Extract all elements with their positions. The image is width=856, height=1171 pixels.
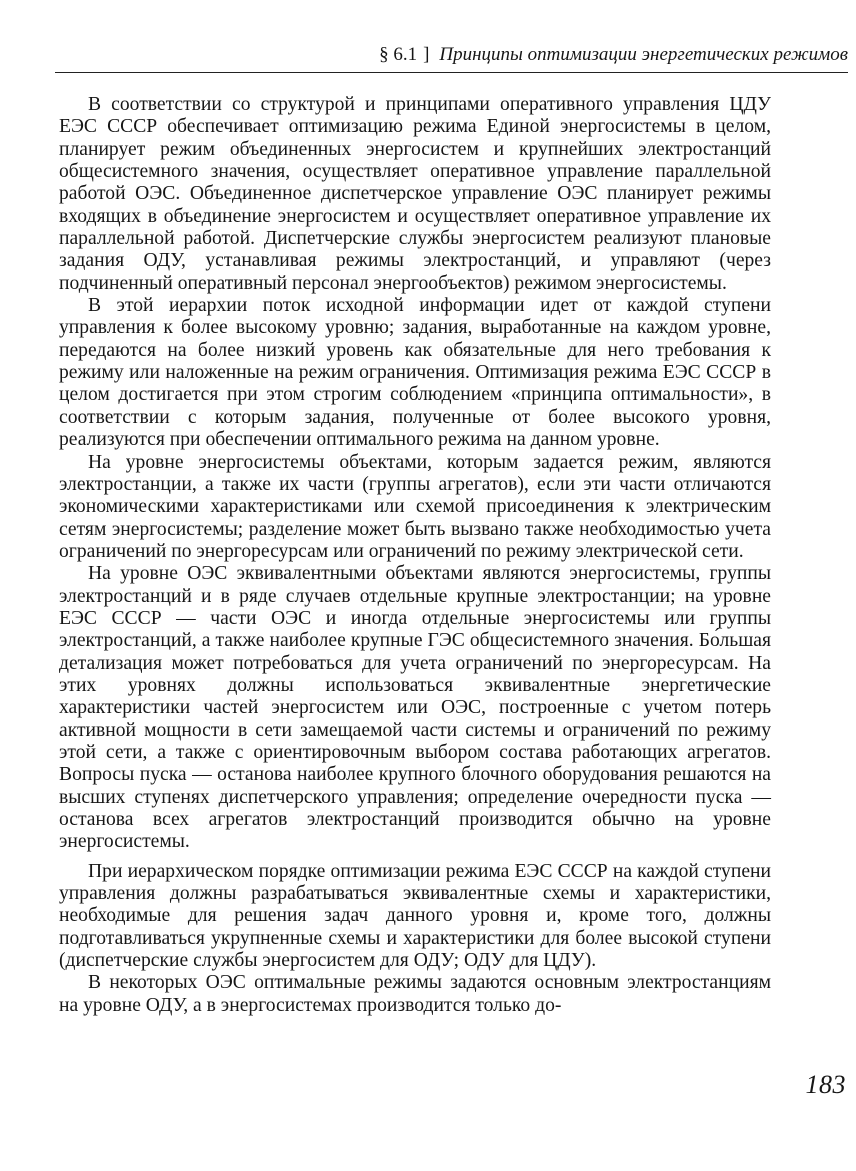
paragraph: В некоторых ОЭС оптимальные режимы задаются основным электростанциям на уровне ОДУ, а в энергосистемах производится только до-	[59, 972, 771, 1016]
page-number: 183	[805, 1070, 846, 1099]
paragraph: При иерархическом порядке оптимизации режима ЕЭС СССР на каждой ступени управления должны разрабатываться эквивалентные схемы и характеристики, необходимые для решения задач данного уровня и, кроме того, должны подготавливаться укрупненные схемы и характеристики для более высокой ступени (диспетчерские службы энергосистем для ОДУ; ОДУ для ЦДУ).	[59, 860, 771, 972]
paragraph: В этой иерархии поток исходной информации идет от каждой ступени управления к более высокому уровню; задания, выработанные на каждом уровне, передаются на более низкий уровень как обязательные для него требования к режиму или наложенные на режим ограничения. Оптимизация режима ЕЭС СССР в целом достигается при этом строгим соблюдением «принципа оптимальности», в соответствии с которым задания, полученные от более высокого уровня, реализуются при обеспечении оптимального режима на данном уровне.	[59, 295, 771, 451]
paragraph: На уровне энергосистемы объектами, которым задается режим, являются электростанции, а также их части (группы агрегатов), если эти части отличаются экономическими характеристиками или схемой присоединения к электрическим сетям энергосистемы; разделение может быть вызвано также необходимостью учета ограничений по энергоресурсам или ограничений по режиму электрической сети.	[59, 451, 771, 562]
paragraph: В соответствии со структурой и принципами оперативного управления ЦДУ ЕЭС СССР обеспечивает оптимизацию режима Единой энергосистемы в целом, планирует режим объединенных энергосистем и крупнейших электростанций общесистемного значения, осуществляет оперативное управление параллельной работой ОЭС. Объединенное диспетчерское управление ОЭС планирует режимы входящих в объединение энергосистем и осуществляет оперативное управление их параллельной работой. Диспетчерские службы энергосистем реализуют плановые задания ОДУ, устанавливая режимы электростанций, и управляют (через подчиненный оперативный персонал энергообъектов) режимом энергосистемы.	[59, 94, 771, 294]
chapter-title: Принципы оптимизации энергетических режимов	[439, 44, 848, 65]
paragraph: На уровне ОЭС эквивалентными объектами являются энергосистемы, группы электростанций и в ряде случаев отдельные крупные электростанции; на уровне ЕЭС СССР — части ОЭС и иногда отдельные энергосистемы или группы электростанций, а также наиболее крупные ГЭС общесистемного значения. Бо́льшая детализация может потребоваться для учета ограничений по энергоресурсам. На этих уровнях должны использоваться эквивалентные энергетические характеристики частей энергосистем или ОЭС, построенные с учетом потерь активной мощности в сети замещаемой части системы и ограничений по режиму этой сети, а также с ориентировочным выбором состава работающих агрегатов. Вопросы пуска — останова наиболее крупного блочного оборудования решаются на высших ступенях диспетчерского управления; определение очередности пуска — останова всех агрегатов электростанций производится обычно на уровне энергосистемы.	[59, 563, 771, 853]
body-text	[59, 94, 771, 1017]
header-bracket: ]	[423, 44, 430, 65]
section-number: § 6.1	[379, 44, 418, 65]
running-header	[55, 38, 848, 73]
